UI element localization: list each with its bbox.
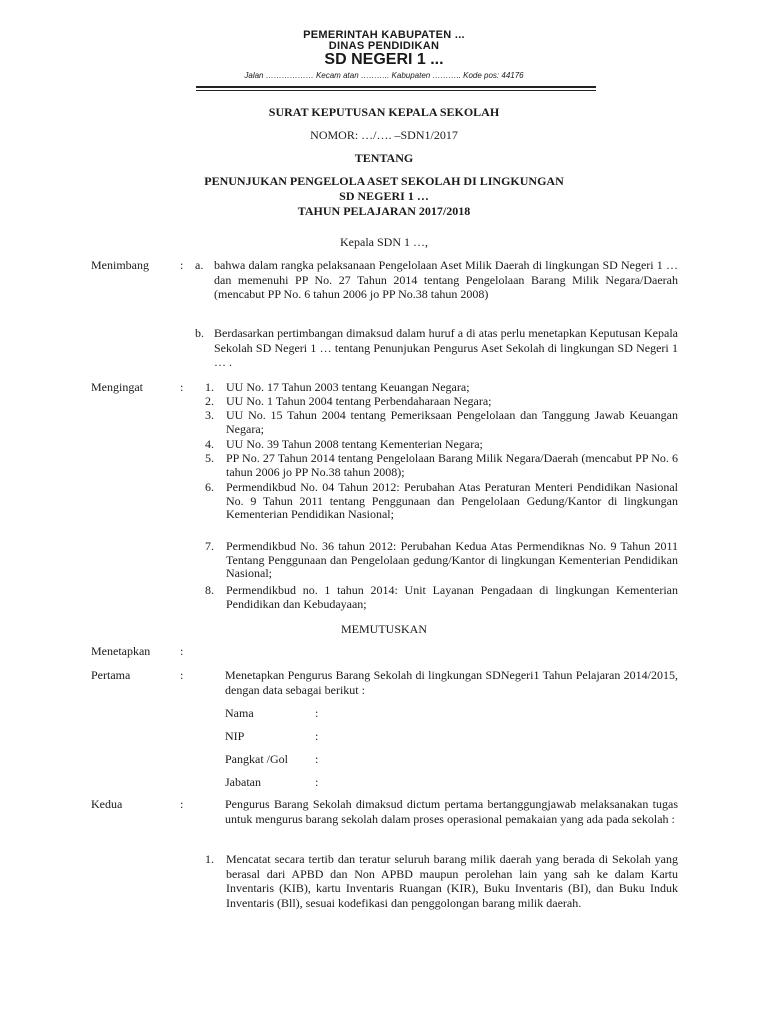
menimbang-b-marker: b. xyxy=(195,326,204,340)
pertama-text: Menetapkan Pengurus Barang Sekolah di lingkungan SDNegeri1 Tahun Pelajaran 2014/2015, dengan data sebagai berikut : xyxy=(225,668,678,697)
kedua-label: Kedua xyxy=(91,797,123,811)
subject-line-3: TAHUN PELAJARAN 2017/2018 xyxy=(297,204,471,218)
field-colon: : xyxy=(315,752,319,766)
mengingat-colon: : xyxy=(180,380,184,394)
field-label-jabatan: Jabatan xyxy=(225,775,261,789)
letterhead-government: PEMERINTAH KABUPATEN ... xyxy=(303,29,465,41)
mengingat-item-text: UU No. 1 Tahun 2004 tentang Perbendaharaan Negara; xyxy=(226,394,492,408)
mengingat-label: Mengingat xyxy=(91,380,143,394)
menimbang-colon: : xyxy=(180,258,184,272)
letterhead-school-name: SD NEGERI 1 ... xyxy=(324,51,444,68)
mengingat-item-number: 1. xyxy=(205,380,214,394)
letterhead-address: Jalan ……………… Kecam atan ……….. Kabupaten ……….. Kode pos: 44176 xyxy=(244,71,524,80)
kedua-item-text: Mencatat secara tertib dan teratur seluruh barang milik daerah yang berada di Sekolah yang berasal dari APBD dan Non APBD maupun perolehan lain yang sah ke dalam Kartu Inventaris (KIB), kartu Inventaris Ruangan (KIR), Buku Inventaris (BI), dan Buku Induk Inventaris (Bll), sesuai kodefikasi dan penggolongan barang milik daerah. xyxy=(226,852,678,910)
mengingat-item-text: UU No. 17 Tahun 2003 tentang Keuangan Negara; xyxy=(226,380,470,394)
mengingat-item-number: 5. xyxy=(205,451,214,465)
mengingat-item-number: 2. xyxy=(205,394,214,408)
letterhead-rule-thick xyxy=(196,86,596,88)
field-colon: : xyxy=(315,775,319,789)
pertama-colon: : xyxy=(180,668,184,682)
menimbang-a-marker: a. xyxy=(195,258,204,272)
field-colon: : xyxy=(315,729,319,743)
menetapkan-label: Menetapkan xyxy=(91,644,151,658)
kedua-text: Pengurus Barang Sekolah dimaksud dictum pertama bertanggungjawab melaksanakan tugas untuk mengurus barang sekolah dalam proses operasional pemakaian yang ada pada sekolah : xyxy=(225,797,678,826)
document-number: NOMOR: …/…. –SDN1/2017 xyxy=(310,128,458,142)
memutuskan-heading: MEMUTUSKAN xyxy=(340,622,427,636)
field-label-nama: Nama xyxy=(225,706,254,720)
subject-line-2: SD NEGERI 1 … xyxy=(339,189,429,203)
mengingat-item-text: PP No. 27 Tahun 2014 tentang Pengelolaan Barang Milik Negara/Daerah (mencabut PP No. 6 tahun 2006 jo PP No.38 tahun 2008); xyxy=(226,451,678,479)
mengingat-item-text: Permendikbud no. 1 tahun 2014: Unit Layanan Pengadaan di lingkungan Kementerian Pendidikan dan Kebudayaan; xyxy=(226,583,678,611)
kedua-colon: : xyxy=(180,797,184,811)
field-label-pangkat: Pangkat /Gol xyxy=(225,752,288,766)
letterhead-department: DINAS PENDIDIKAN xyxy=(328,40,440,52)
opening-line: Kepala SDN 1 …, xyxy=(340,235,428,249)
document-heading: SURAT KEPUTUSAN KEPALA SEKOLAH xyxy=(268,105,500,119)
kedua-item-number: 1. xyxy=(205,852,214,866)
mengingat-item-number: 3. xyxy=(205,408,214,422)
pertama-label: Pertama xyxy=(91,668,131,682)
mengingat-item-number: 7. xyxy=(205,539,214,553)
tentang-heading: TENTANG xyxy=(354,151,414,165)
menimbang-b-text: Berdasarkan pertimbangan dimaksud dalam huruf a di atas perlu menetapkan Keputusan Kepala Sekolah SD Negeri 1 … tentang Penunjukan Pengurus Aset Sekolah di lingkungan SD Negeri 1 … . xyxy=(214,326,678,369)
field-colon: : xyxy=(315,706,319,720)
menimbang-a-text: bahwa dalam rangka pelaksanaan Pengelolaan Aset Milik Daerah di lingkungan SD Negeri 1 … dan memenuhi PP No. 27 Tahun 2014 tentang Pengelolaan Barang Milik Negara/Daerah (mencabut PP No. 6 tahun 2006 jo PP No.38 tahun 2008) xyxy=(214,258,678,301)
mengingat-item-text: Permendikbud No. 04 Tahun 2012: Perubahan Atas Peraturan Menteri Pendidikan Nasional No. 9 Tahun 2011 tentang Penggunaan dan Pengelolaan Gedung/Kantor di lingkungan Kementerian Pendidikan Nasional; xyxy=(226,480,678,521)
subject-line-1: PENUNJUKAN PENGELOLA ASET SEKOLAH DI LINGKUNGAN xyxy=(204,174,564,188)
menimbang-label: Menimbang xyxy=(91,258,149,272)
mengingat-item-text: UU No. 15 Tahun 2004 tentang Pemeriksaan Pengelolaan dan Tanggung Jawab Keuangan Negara; xyxy=(226,408,678,436)
mengingat-item-number: 8. xyxy=(205,583,214,597)
mengingat-item-number: 4. xyxy=(205,437,214,451)
field-label-nip: NIP xyxy=(225,729,245,743)
letterhead-rule-thin xyxy=(196,90,596,91)
menetapkan-colon: : xyxy=(180,644,184,658)
mengingat-item-number: 6. xyxy=(205,480,214,494)
mengingat-item-text: Permendikbud No. 36 tahun 2012: Perubahan Kedua Atas Permendiknas No. 9 Tahun 2011 Tentang Penggunaan dan Pengelolaan gedung/Kantor di lingkungan Kementerian Pendidikan Nasional; xyxy=(226,539,678,580)
mengingat-item-text: UU No. 39 Tahun 2008 tentang Kementerian Negara; xyxy=(226,437,483,451)
